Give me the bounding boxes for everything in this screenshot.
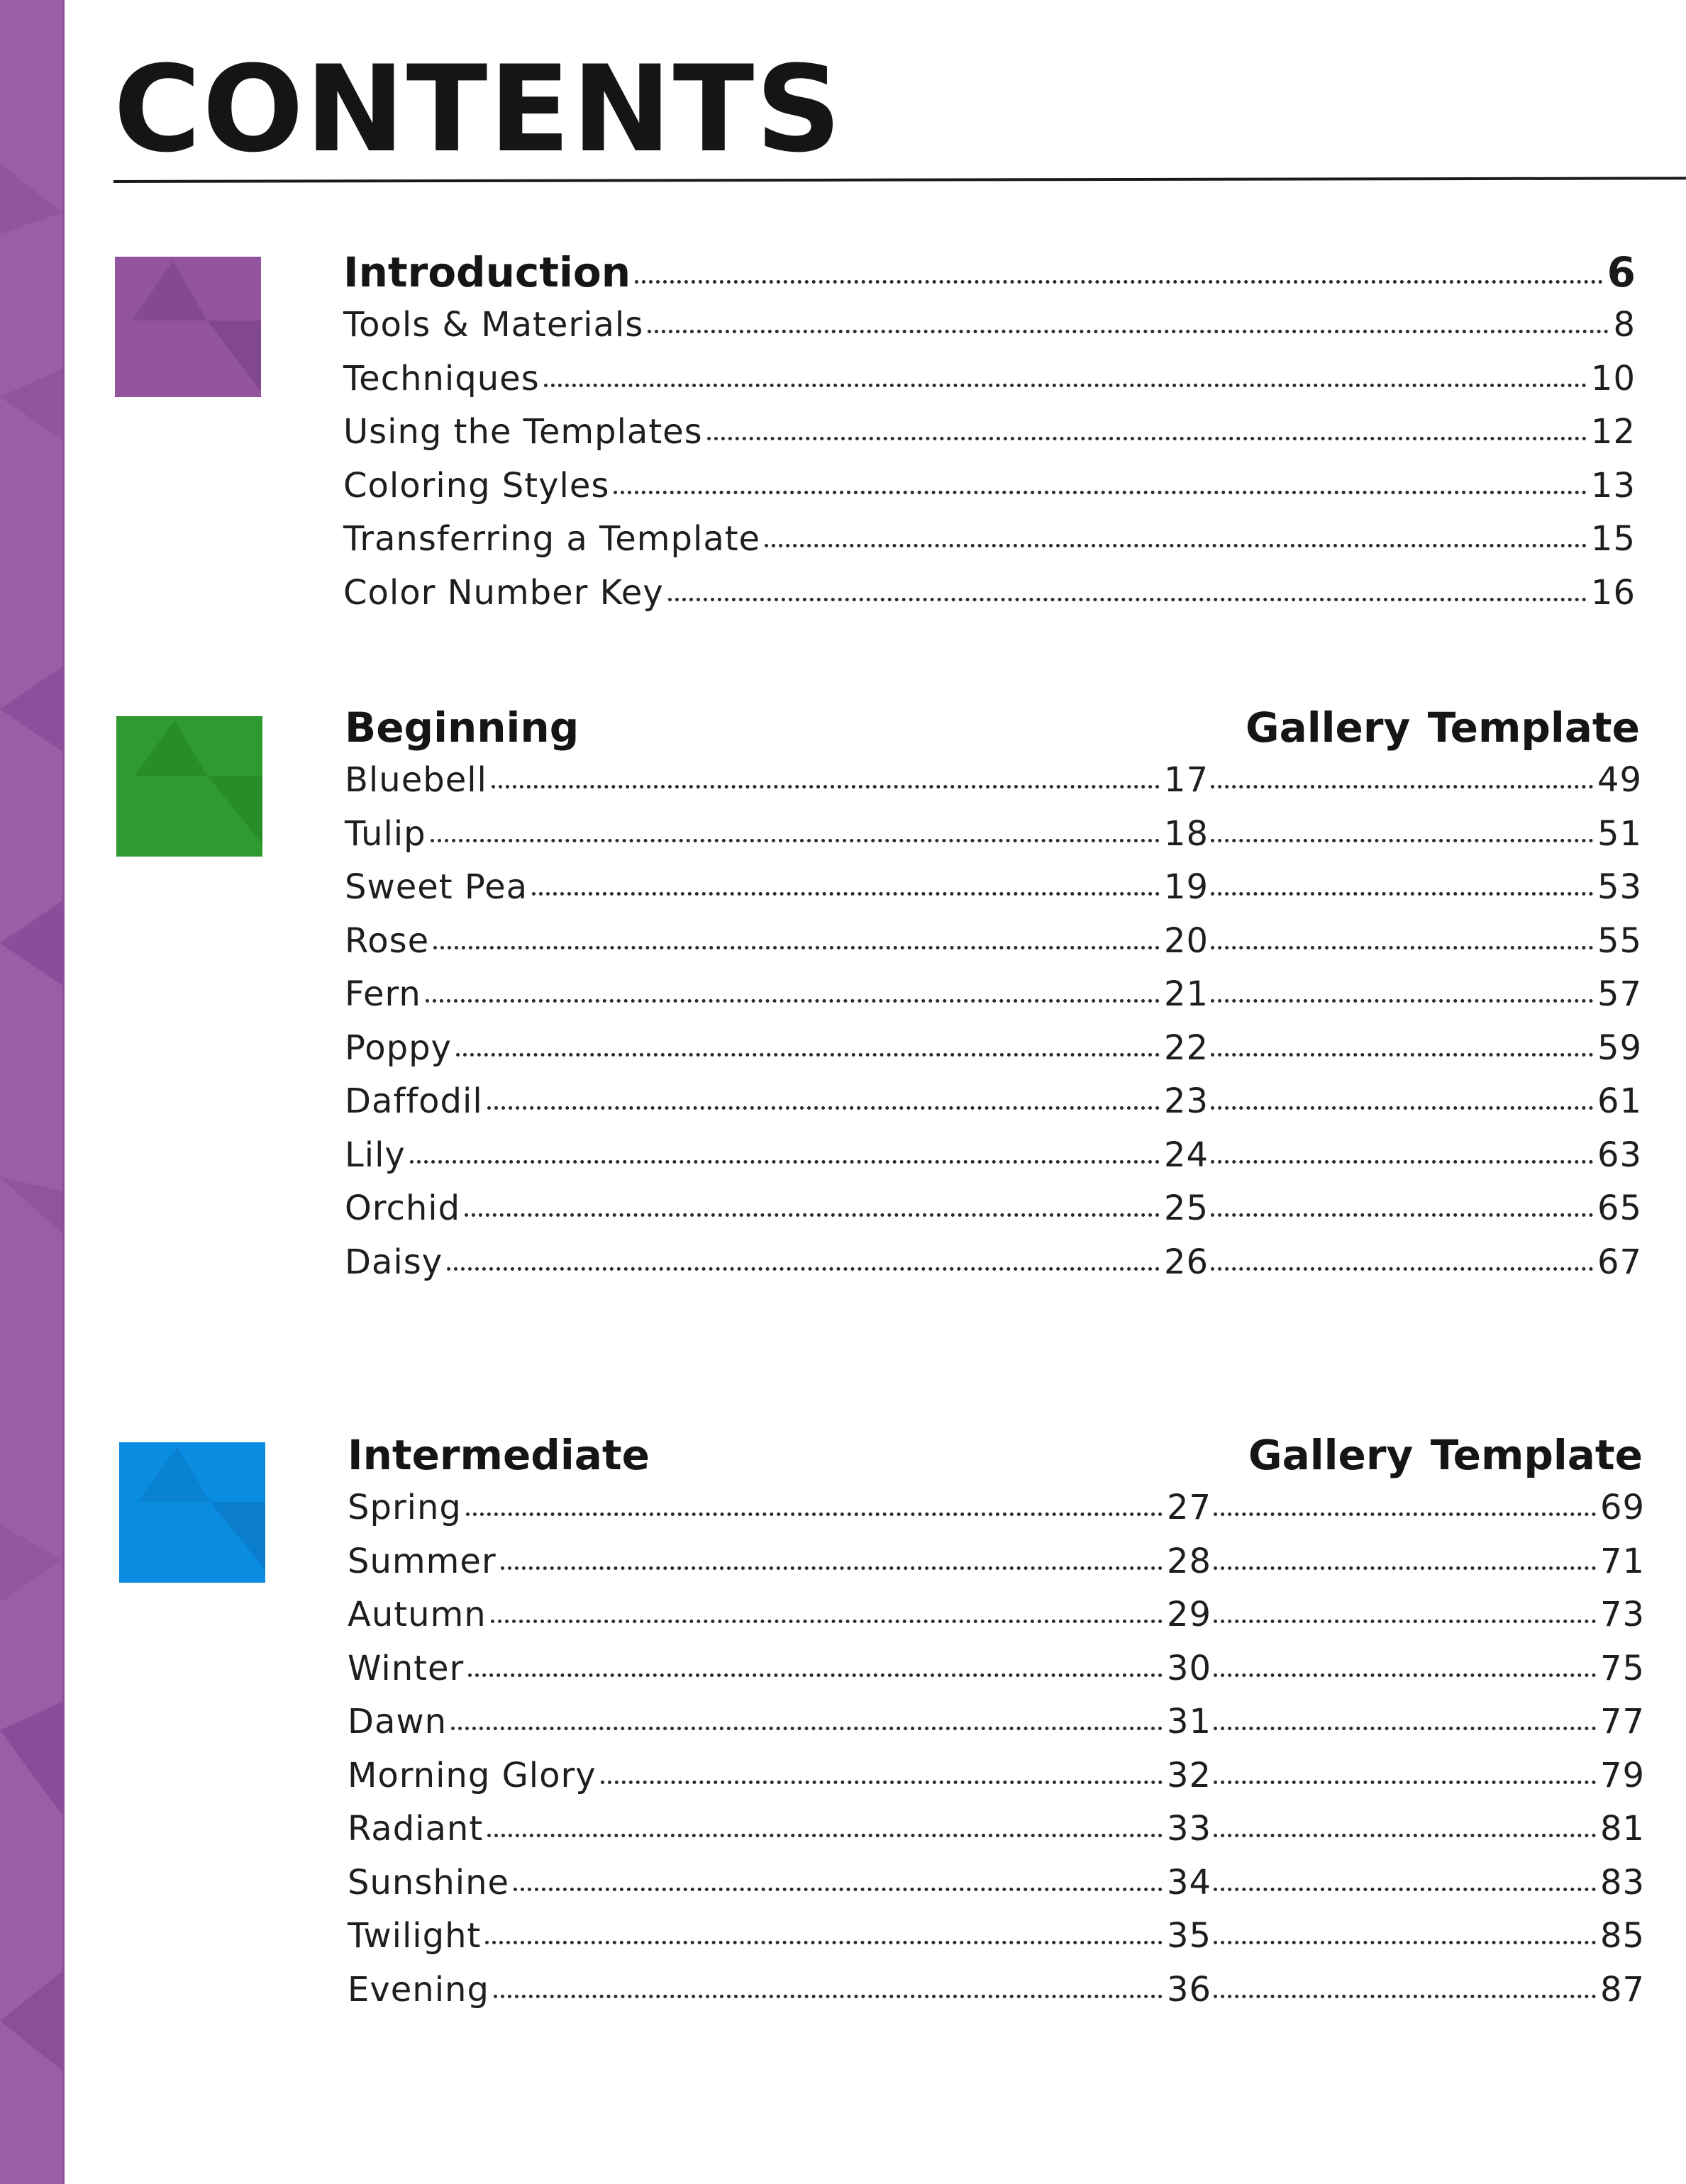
- dot-leader: [532, 892, 1160, 896]
- gallery-page-number: 21: [1164, 974, 1209, 1014]
- toc-entry[interactable]: [348, 1702, 1646, 1756]
- dot-leader: [1211, 1213, 1593, 1217]
- entry-label: Tools & Materials: [343, 305, 644, 345]
- dot-leader: [1214, 1673, 1596, 1677]
- page-number: 6: [1607, 248, 1636, 296]
- introduction-color-swatch: [115, 257, 261, 397]
- toc-entry[interactable]: [348, 1969, 1646, 2024]
- template-page-number: 61: [1597, 1081, 1643, 1121]
- dot-leader: [456, 1053, 1160, 1057]
- toc-entry[interactable]: [348, 1809, 1646, 1863]
- dot-leader: [1214, 1941, 1596, 1944]
- toc-entry[interactable]: [343, 519, 1636, 573]
- entry-label: Summer: [348, 1541, 497, 1581]
- template-page-number: 53: [1597, 867, 1643, 907]
- toc-entry[interactable]: [345, 867, 1643, 921]
- template-page-number: 83: [1600, 1862, 1646, 1902]
- dot-leader: [601, 1781, 1163, 1784]
- gallery-page-number: 30: [1167, 1648, 1212, 1688]
- dot-leader: [1214, 1995, 1596, 1998]
- template-page-number: 71: [1600, 1541, 1646, 1581]
- section-heading: Introduction: [343, 248, 631, 296]
- template-page-number: 51: [1597, 813, 1643, 854]
- section-heading: Beginning: [345, 703, 579, 752]
- page-number: 8: [1613, 305, 1636, 345]
- entry-label: Color Number Key: [343, 572, 664, 613]
- gallery-page-number: 23: [1164, 1081, 1209, 1121]
- page-number: 13: [1590, 465, 1636, 506]
- entry-label: Sunshine: [348, 1862, 510, 1902]
- toc-entry[interactable]: [345, 1081, 1643, 1135]
- toc-entry[interactable]: [343, 412, 1636, 466]
- toc-entry[interactable]: [348, 1595, 1646, 1649]
- toc-entry[interactable]: [343, 573, 1636, 627]
- dot-leader: [1214, 1834, 1596, 1837]
- template-page-number: 81: [1600, 1809, 1646, 1849]
- template-page-number: 67: [1597, 1242, 1643, 1282]
- dot-leader: [1214, 1566, 1596, 1570]
- dot-leader: [635, 280, 1603, 284]
- dot-leader: [1211, 999, 1593, 1003]
- dot-leader: [1211, 1106, 1593, 1110]
- toc-entry[interactable]: [345, 974, 1643, 1028]
- template-page-number: 87: [1600, 1969, 1646, 2010]
- gallery-page-number: 29: [1167, 1595, 1212, 1634]
- entry-label: Orchid: [345, 1188, 461, 1228]
- entry-label: Morning Glory: [348, 1755, 597, 1795]
- dot-leader: [1214, 1727, 1596, 1730]
- gallery-page-number: 24: [1164, 1135, 1209, 1175]
- gallery-page-number: 36: [1167, 1969, 1212, 2010]
- dot-leader: [614, 491, 1587, 494]
- dot-leader: [487, 1834, 1163, 1837]
- dot-leader: [765, 544, 1587, 547]
- entry-label: Sweet Pea: [345, 867, 528, 907]
- dot-leader: [465, 1213, 1160, 1217]
- beginning-section: [345, 703, 1643, 1296]
- toc-entry[interactable]: [345, 1188, 1643, 1242]
- dot-leader: [1211, 946, 1593, 949]
- gallery-page-number: 17: [1164, 760, 1209, 800]
- entry-label: Spring: [348, 1488, 462, 1527]
- template-page-number: 69: [1600, 1488, 1646, 1527]
- gallery-page-number: 34: [1167, 1862, 1212, 1902]
- template-page-number: 55: [1597, 920, 1643, 961]
- blue-triangle-swatch-icon: [119, 1442, 265, 1583]
- entry-label: Daisy: [345, 1242, 443, 1282]
- gallery-page-number: 35: [1167, 1916, 1212, 1956]
- entry-label: Radiant: [348, 1809, 484, 1849]
- template-page-number: 73: [1600, 1595, 1646, 1634]
- template-page-number: 57: [1597, 974, 1643, 1014]
- section-heading: Intermediate: [348, 1431, 650, 1479]
- toc-entry[interactable]: [345, 813, 1643, 868]
- template-column-header: Template: [1427, 703, 1640, 752]
- dot-leader: [487, 1106, 1160, 1110]
- entry-label: Lily: [345, 1135, 406, 1175]
- dot-leader: [491, 1620, 1163, 1623]
- template-page-number: 63: [1597, 1135, 1643, 1175]
- template-page-number: 75: [1600, 1648, 1646, 1688]
- template-page-number: 65: [1597, 1188, 1643, 1228]
- dot-leader: [1214, 1512, 1596, 1516]
- dot-leader: [1211, 892, 1593, 896]
- entry-label: Evening: [348, 1969, 489, 2010]
- toc-entry-introduction[interactable]: [343, 248, 1636, 305]
- dot-leader: [426, 999, 1160, 1003]
- dot-leader: [707, 437, 1587, 440]
- toc-entry[interactable]: [348, 1755, 1646, 1810]
- gallery-page-number: 19: [1164, 867, 1209, 907]
- side-decorative-strip: [0, 0, 65, 2184]
- gallery-page-number: 28: [1167, 1541, 1212, 1581]
- toc-entry[interactable]: [348, 1862, 1646, 1917]
- template-page-number: 79: [1600, 1755, 1646, 1795]
- toc-entry[interactable]: [343, 466, 1636, 520]
- dot-leader: [1214, 1620, 1596, 1623]
- entry-label: Tulip: [345, 813, 426, 854]
- gallery-page-number: 26: [1164, 1242, 1209, 1282]
- dot-leader: [431, 839, 1160, 842]
- dot-leader: [494, 1995, 1163, 1998]
- gallery-page-number: 22: [1164, 1027, 1209, 1068]
- gallery-page-number: 18: [1164, 813, 1209, 854]
- entry-label: Rose: [345, 920, 430, 961]
- gallery-page-number: 33: [1167, 1809, 1212, 1849]
- gallery-page-number: 32: [1167, 1755, 1212, 1795]
- gallery-column-header: Gallery: [1248, 1431, 1414, 1479]
- dot-leader: [433, 946, 1160, 949]
- dot-leader: [1211, 839, 1593, 842]
- beginning-header-row: [345, 703, 1640, 760]
- entry-label: Bluebell: [345, 760, 487, 800]
- page-number: 16: [1590, 572, 1636, 613]
- purple-triangle-swatch-icon: [115, 257, 261, 397]
- toc-entry[interactable]: [348, 1648, 1646, 1703]
- toc-entry[interactable]: [343, 359, 1636, 413]
- toc-entry[interactable]: [345, 1135, 1643, 1189]
- toc-entry[interactable]: [348, 1541, 1646, 1595]
- entry-label: Twilight: [348, 1916, 482, 1956]
- template-page-number: 59: [1597, 1027, 1643, 1068]
- dot-leader: [485, 1941, 1163, 1944]
- dot-leader: [501, 1566, 1163, 1570]
- dot-leader: [668, 598, 1587, 601]
- dot-leader: [648, 330, 1609, 333]
- dot-leader: [410, 1160, 1160, 1164]
- gallery-page-number: 25: [1164, 1188, 1209, 1228]
- entry-label: Transferring a Template: [343, 519, 761, 559]
- triangle-pattern-icon: [0, 0, 62, 2184]
- page-number: 10: [1590, 358, 1636, 399]
- dot-leader: [1211, 785, 1593, 789]
- entry-label: Techniques: [343, 358, 540, 399]
- dot-leader: [1214, 1781, 1596, 1784]
- template-page-number: 49: [1597, 760, 1643, 800]
- dot-leader: [1214, 1888, 1596, 1891]
- entry-label: Using the Templates: [343, 412, 703, 452]
- toc-entry[interactable]: [343, 305, 1636, 359]
- entry-label: Fern: [345, 974, 421, 1014]
- toc-entry[interactable]: [345, 1242, 1643, 1296]
- entry-label: Poppy: [345, 1027, 452, 1068]
- dot-leader: [1211, 1053, 1593, 1057]
- dot-leader: [544, 384, 1587, 387]
- template-column-header: Template: [1430, 1431, 1643, 1479]
- introduction-section: [343, 248, 1636, 626]
- dot-leader: [514, 1888, 1163, 1891]
- dot-leader: [451, 1727, 1163, 1730]
- gallery-column-header: Gallery: [1246, 703, 1411, 752]
- intermediate-color-swatch: [119, 1442, 265, 1583]
- beginning-color-swatch: [116, 716, 262, 857]
- entry-label: Coloring Styles: [343, 465, 610, 506]
- dot-leader: [466, 1512, 1163, 1516]
- gallery-page-number: 20: [1164, 920, 1209, 961]
- toc-entry[interactable]: [348, 1488, 1646, 1542]
- entry-label: Winter: [348, 1648, 465, 1688]
- intermediate-section: [348, 1431, 1646, 2023]
- page-title: CONTENTS: [113, 40, 843, 179]
- entry-label: Dawn: [348, 1702, 448, 1742]
- toc-entry[interactable]: [345, 920, 1643, 975]
- page-number: 12: [1590, 412, 1636, 452]
- toc-entry[interactable]: [345, 760, 1643, 814]
- page-number: 15: [1590, 519, 1636, 559]
- entry-label: Autumn: [348, 1595, 487, 1634]
- dot-leader: [492, 785, 1160, 789]
- dot-leader: [447, 1267, 1160, 1271]
- dot-leader: [1211, 1160, 1593, 1164]
- template-page-number: 77: [1600, 1702, 1646, 1742]
- entry-label: Daffodil: [345, 1081, 483, 1121]
- template-page-number: 85: [1600, 1916, 1646, 1956]
- dot-leader: [1211, 1267, 1593, 1271]
- gallery-page-number: 31: [1167, 1702, 1212, 1742]
- gallery-page-number: 27: [1167, 1488, 1212, 1527]
- toc-entry[interactable]: [345, 1027, 1643, 1082]
- toc-entry[interactable]: [348, 1916, 1646, 1970]
- intermediate-header-row: [348, 1431, 1643, 1488]
- green-triangle-swatch-icon: [116, 716, 262, 857]
- dot-leader: [468, 1673, 1163, 1677]
